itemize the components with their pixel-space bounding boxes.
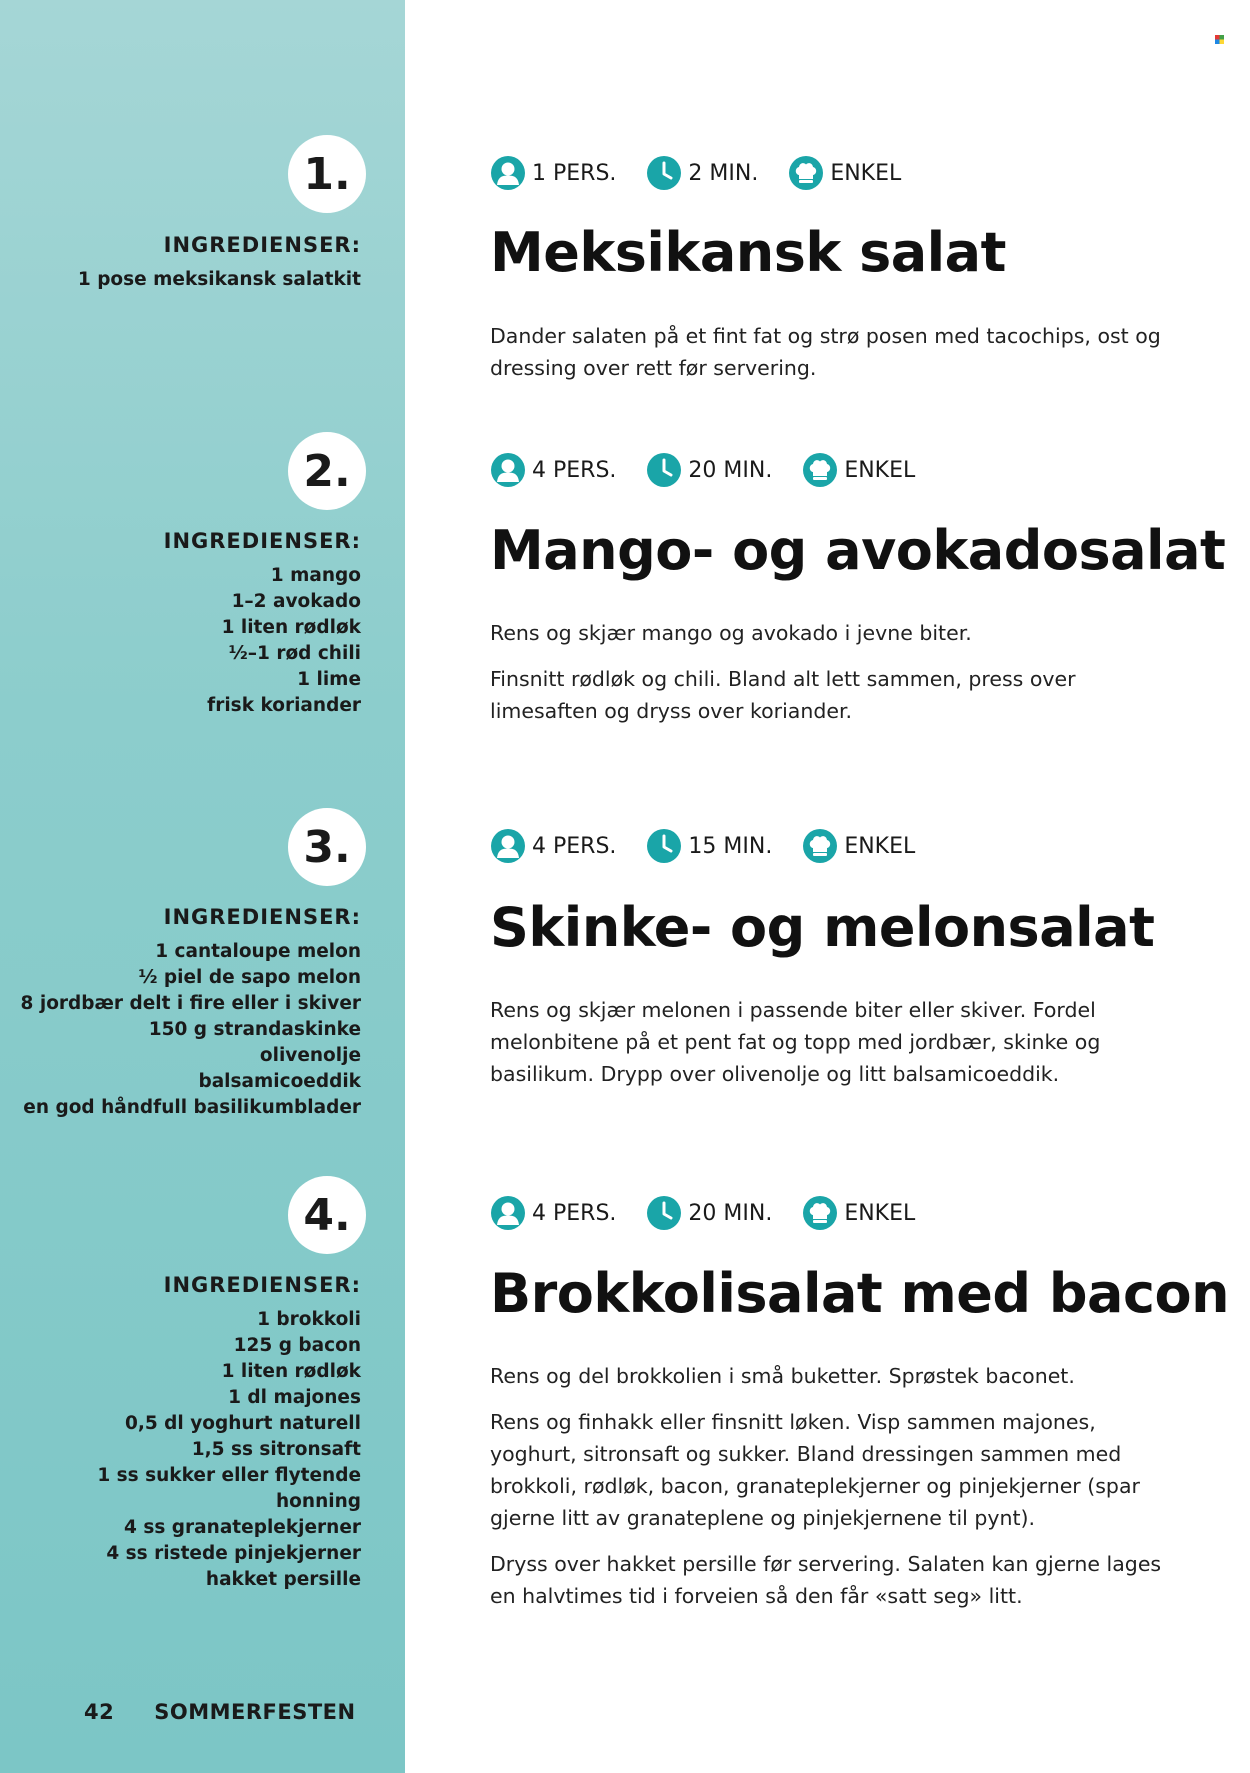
difficulty-label: ENKEL bbox=[830, 160, 902, 186]
recipe-meta bbox=[490, 828, 915, 864]
difficulty-label: ENKEL bbox=[844, 1200, 916, 1226]
prep-time bbox=[646, 452, 772, 488]
chef-hat-icon bbox=[802, 452, 838, 488]
ingredients-heading: INGREDIENSER: bbox=[163, 529, 361, 553]
ingredient-item: 8 jordbær delt i fire eller i skiver bbox=[20, 993, 361, 1014]
ingredient-item: 4 ss ristede pinjekjerner bbox=[106, 1543, 361, 1564]
ingredient-item: balsamicoeddik bbox=[198, 1071, 361, 1092]
clock-icon bbox=[646, 452, 682, 488]
time-label: 15 MIN. bbox=[688, 833, 773, 859]
ingredient-item: olivenolje bbox=[259, 1045, 361, 1066]
time-label: 2 MIN. bbox=[688, 160, 759, 186]
instruction-paragraph: Dander salaten på et fint fat og strø posen med tacochips, ost og dressing over rett før servering. bbox=[490, 324, 1161, 380]
section-name: SOMMERFESTEN bbox=[154, 1700, 356, 1724]
recipe-title: Brokkolisalat med bacon bbox=[490, 1262, 1230, 1325]
ingredient-item: en god håndfull basilikumblader bbox=[23, 1097, 361, 1118]
recipe-number-badge: 4. bbox=[288, 1176, 366, 1254]
ingredient-item: 1 liten rødløk bbox=[221, 1361, 361, 1382]
ingredient-item: 1 dl majones bbox=[228, 1387, 361, 1408]
difficulty-label: ENKEL bbox=[844, 833, 916, 859]
recipe-number-badge: 3. bbox=[288, 808, 366, 886]
recipe-title: Mango- og avokadosalat bbox=[490, 519, 1226, 582]
person-icon bbox=[490, 452, 526, 488]
recipe-instructions bbox=[490, 1360, 1180, 1626]
recipe-instructions bbox=[490, 617, 1180, 741]
servings-label: 4 PERS. bbox=[532, 457, 617, 483]
ingredients-block bbox=[164, 529, 361, 719]
ingredient-item: 1 ss sukker eller flytende bbox=[97, 1465, 361, 1486]
ingredients-list bbox=[164, 563, 361, 719]
ingredients-heading: INGREDIENSER: bbox=[163, 233, 361, 257]
clock-icon bbox=[646, 155, 682, 191]
ingredient-item: 1 pose meksikansk salatkit bbox=[77, 269, 361, 290]
ingredient-item: honning bbox=[276, 1491, 361, 1512]
recipe-number-badge: 1. bbox=[288, 135, 366, 213]
time-label: 20 MIN. bbox=[688, 1200, 773, 1226]
recipe-instructions bbox=[490, 320, 1180, 398]
ingredient-item: frisk koriander bbox=[207, 695, 361, 716]
ingredient-item: 1 liten rødløk bbox=[221, 617, 361, 638]
difficulty bbox=[788, 155, 901, 191]
difficulty bbox=[802, 828, 915, 864]
instruction-paragraph: Finsnitt rødløk og chili. Bland alt lett sammen, press over limesaften og dryss over koriander. bbox=[490, 667, 1076, 723]
ingredient-item: 1 mango bbox=[270, 565, 361, 586]
ingredient-item: 125 g bacon bbox=[233, 1335, 361, 1356]
servings-label: 4 PERS. bbox=[532, 833, 617, 859]
recipe-instructions bbox=[490, 994, 1180, 1104]
servings-label: 1 PERS. bbox=[532, 160, 617, 186]
servings bbox=[490, 452, 616, 488]
ingredients-heading: INGREDIENSER: bbox=[163, 1273, 361, 1297]
prep-time bbox=[646, 155, 758, 191]
person-icon bbox=[490, 828, 526, 864]
ingredient-item: 0,5 dl yoghurt naturell bbox=[124, 1413, 361, 1434]
chef-hat-icon bbox=[802, 828, 838, 864]
ingredients-list bbox=[97, 1307, 361, 1593]
instruction-paragraph: Rens og skjær mango og avokado i jevne biter. bbox=[490, 621, 972, 645]
ingredient-item: 1 brokkoli bbox=[257, 1309, 361, 1330]
ingredient-item: 1–2 avokado bbox=[231, 591, 361, 612]
chef-hat-icon bbox=[802, 1195, 838, 1231]
instruction-paragraph: Rens og del brokkolien i små buketter. Sprøstek baconet. bbox=[490, 1364, 1075, 1388]
time-label: 20 MIN. bbox=[688, 457, 773, 483]
ingredient-item: hakket persille bbox=[205, 1569, 361, 1590]
servings-label: 4 PERS. bbox=[532, 1200, 617, 1226]
ingredient-item: 4 ss granateplekjerner bbox=[124, 1517, 361, 1538]
prep-time bbox=[646, 1195, 772, 1231]
servings bbox=[490, 828, 616, 864]
ingredients-block bbox=[78, 233, 361, 293]
ingredient-item: 150 g strandaskinke bbox=[148, 1019, 361, 1040]
clock-icon bbox=[646, 828, 682, 864]
chef-hat-icon bbox=[788, 155, 824, 191]
person-icon bbox=[490, 155, 526, 191]
servings bbox=[490, 155, 616, 191]
difficulty bbox=[802, 1195, 915, 1231]
ingredients-heading: INGREDIENSER: bbox=[163, 905, 361, 929]
page-footer bbox=[84, 1700, 356, 1724]
ingredient-item: ½ piel de sapo melon bbox=[138, 967, 361, 988]
instruction-paragraph: Dryss over hakket persille før servering. Salaten kan gjerne lages en halvtimes tid i forveien så den får «satt seg» litt. bbox=[490, 1552, 1162, 1608]
ingredients-list bbox=[21, 939, 361, 1121]
recipe-title: Meksikansk salat bbox=[490, 221, 1006, 284]
ingredients-block bbox=[97, 1273, 361, 1593]
clock-icon bbox=[646, 1195, 682, 1231]
difficulty bbox=[802, 452, 915, 488]
ingredient-item: 1,5 ss sitronsaft bbox=[191, 1439, 361, 1460]
recipe-meta bbox=[490, 1195, 915, 1231]
ingredient-item: 1 lime bbox=[297, 669, 361, 690]
ingredient-item: ½–1 rød chili bbox=[228, 643, 361, 664]
instruction-paragraph: Rens og skjær melonen i passende biter eller skiver. Fordel melonbitene på et pent fat og topp med jordbær, skinke og basilikum. Drypp over olivenolje og litt balsamicoeddik. bbox=[490, 998, 1101, 1086]
ingredients-list bbox=[78, 267, 361, 293]
instruction-paragraph: Rens og finhakk eller finsnitt løken. Visp sammen majones, yoghurt, sitronsaft og sukker. Bland dressingen sammen med brokkoli, rødløk, bacon, granateplekjerner og pinjekjerner (spar gjerne litt av granateplene og pinjekjernene til pynt). bbox=[490, 1410, 1140, 1530]
color-registration-mark bbox=[1215, 35, 1224, 44]
recipe-title: Skinke- og melonsalat bbox=[490, 896, 1155, 959]
difficulty-label: ENKEL bbox=[844, 457, 916, 483]
page-number: 42 bbox=[84, 1700, 115, 1724]
ingredients-block bbox=[21, 905, 361, 1121]
recipe-number-badge: 2. bbox=[288, 432, 366, 510]
recipe-meta bbox=[490, 155, 901, 191]
prep-time bbox=[646, 828, 772, 864]
recipe-meta bbox=[490, 452, 915, 488]
servings bbox=[490, 1195, 616, 1231]
ingredient-item: 1 cantaloupe melon bbox=[155, 941, 361, 962]
person-icon bbox=[490, 1195, 526, 1231]
